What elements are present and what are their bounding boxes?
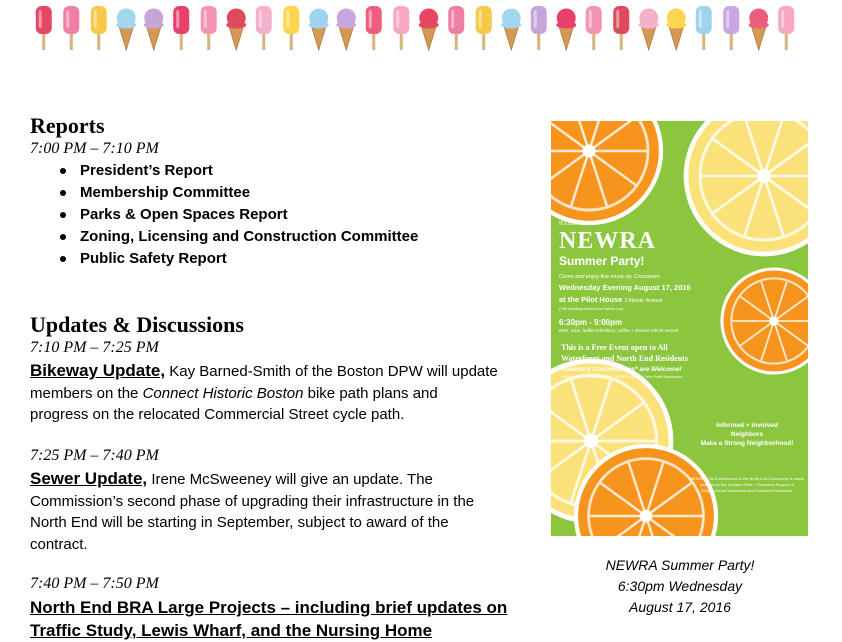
poster-caption: NEWRA Summer Party! 6:30pm Wednesday August 17, 2016: [605, 557, 755, 615]
popsicle-icon: [91, 6, 107, 50]
list-item: Public Safety Report: [30, 248, 418, 270]
ice-cream-cone-icon: [144, 9, 164, 51]
updates-time: 7:10 PM – 7:25 PM: [30, 339, 159, 356]
poster-free-2: Waterfront and North End Residents: [561, 354, 688, 363]
summer-party-poster: [551, 121, 808, 536]
popsicle-icon: [476, 6, 492, 50]
bullet-icon: [60, 168, 66, 174]
ice-cream-cone-icon: [336, 9, 356, 51]
sewer-update: Sewer Update, Irene McSweeney will give an update. The Commission’s second phase of upgrading their infrastructure in the North End will be starting in September, subject to award of the contract.: [30, 469, 475, 553]
citrus-slice-icon: [722, 269, 808, 373]
poster-annual: It's the Annual: [559, 221, 597, 227]
popsicle-icon: [366, 6, 382, 50]
ice-cream-cone-icon: [116, 9, 136, 51]
list-item: Zoning, Licensing and Construction Committee: [30, 226, 418, 248]
poster-contrib: Voluntary Contributions* are Welcome!: [561, 366, 682, 373]
poster-newra: NEWRA: [559, 228, 657, 254]
poster-commitment: NEWRA + its Commitment to the North End Community is made possible by the Donated Time + Generous Support of Neighborhood Volunteers and Dedicated Residents.: [690, 476, 804, 493]
poster-hours: 6:30pm - 9:00pm: [559, 318, 623, 327]
poster-date: Wednesday Evening August 17, 2016: [559, 283, 691, 292]
updates-heading: Updates & Discussions: [30, 312, 244, 337]
list-item: Parks & Open Spaces Report: [30, 204, 418, 226]
bullet-icon: [60, 256, 66, 262]
bullet-icon: [60, 234, 66, 240]
popsicle-icon: [256, 6, 272, 50]
list-item: President’s Report: [30, 160, 418, 182]
popsicle-icon: [201, 6, 217, 50]
ice-cream-border: [30, 0, 800, 56]
sewer-title: Sewer Update,: [30, 469, 148, 488]
ice-cream-cone-icon: [666, 9, 686, 51]
ice-cream-cone-icon: [556, 9, 576, 51]
popsicle-icon: [63, 6, 79, 50]
poster-contrib-note: *Contributions are Tax Deductible. NEWRA is a 501c3 Non-Profit Organization: [561, 375, 683, 379]
popsicle-icon: [531, 6, 547, 50]
citrus-slice-icon: [686, 121, 808, 254]
citrus-slice-icon: [551, 121, 661, 223]
ice-cream-cone-icon: [419, 9, 439, 51]
popsicle-icon: [723, 6, 739, 50]
popsicle-icon: [173, 6, 189, 50]
bikeway-update: Bikeway Update, Kay Barned-Smith of the Boston DPW will update members on the Connect Historic Boston bike path plans and progress on the relocated Commercial Street cycle path.: [30, 361, 498, 423]
poster-building: (The building behind the Harbor Inn): [559, 306, 624, 311]
poster-summer: Summer Party!: [559, 254, 645, 268]
ice-cream-cone-icon: [226, 9, 246, 51]
reports-heading: Reports: [30, 113, 105, 138]
reports-list: [30, 160, 418, 270]
bullet-icon: [60, 190, 66, 196]
ice-cream-cone-icon: [749, 9, 769, 51]
poster-free-1: This is a Free Event open to All: [561, 343, 668, 352]
reports-time: 7:00 PM – 7:10 PM: [30, 140, 159, 157]
popsicle-icon: [283, 6, 299, 50]
bra-time: 7:40 PM – 7:50 PM: [30, 575, 159, 592]
popsicle-icon: [613, 6, 629, 50]
bra-title: North End BRA Large Projects – including brief updates on Traffic Study, Lewis Wharf, and the Nursing Home: [30, 598, 508, 640]
ice-cream-cone-icon: [501, 9, 521, 51]
ice-cream-cone-icon: [639, 9, 659, 51]
ice-cream-cone-icon: [309, 9, 329, 51]
popsicle-icon: [36, 6, 52, 50]
bikeway-title: Bikeway Update,: [30, 361, 166, 380]
popsicle-icon: [778, 6, 794, 50]
bullet-icon: [60, 212, 66, 218]
poster-informed: Informed + Involved Neighbors Make a Strong Neighborhood!: [700, 422, 794, 447]
list-item: Membership Committee: [30, 182, 418, 204]
popsicle-icon: [586, 6, 602, 50]
sewer-time: 7:25 PM – 7:40 PM: [30, 447, 159, 464]
poster-location: at the Pilot House 2 Atlantic Avenue: [559, 295, 663, 304]
popsicle-icon: [393, 6, 409, 50]
poster-served: Beer, wine, buffet selections, coffee + dessert will be served: [559, 328, 679, 333]
popsicle-icon: [448, 6, 464, 50]
popsicle-icon: [696, 6, 712, 50]
poster-come: Come and enjoy live music by Crosstown.: [559, 274, 662, 280]
